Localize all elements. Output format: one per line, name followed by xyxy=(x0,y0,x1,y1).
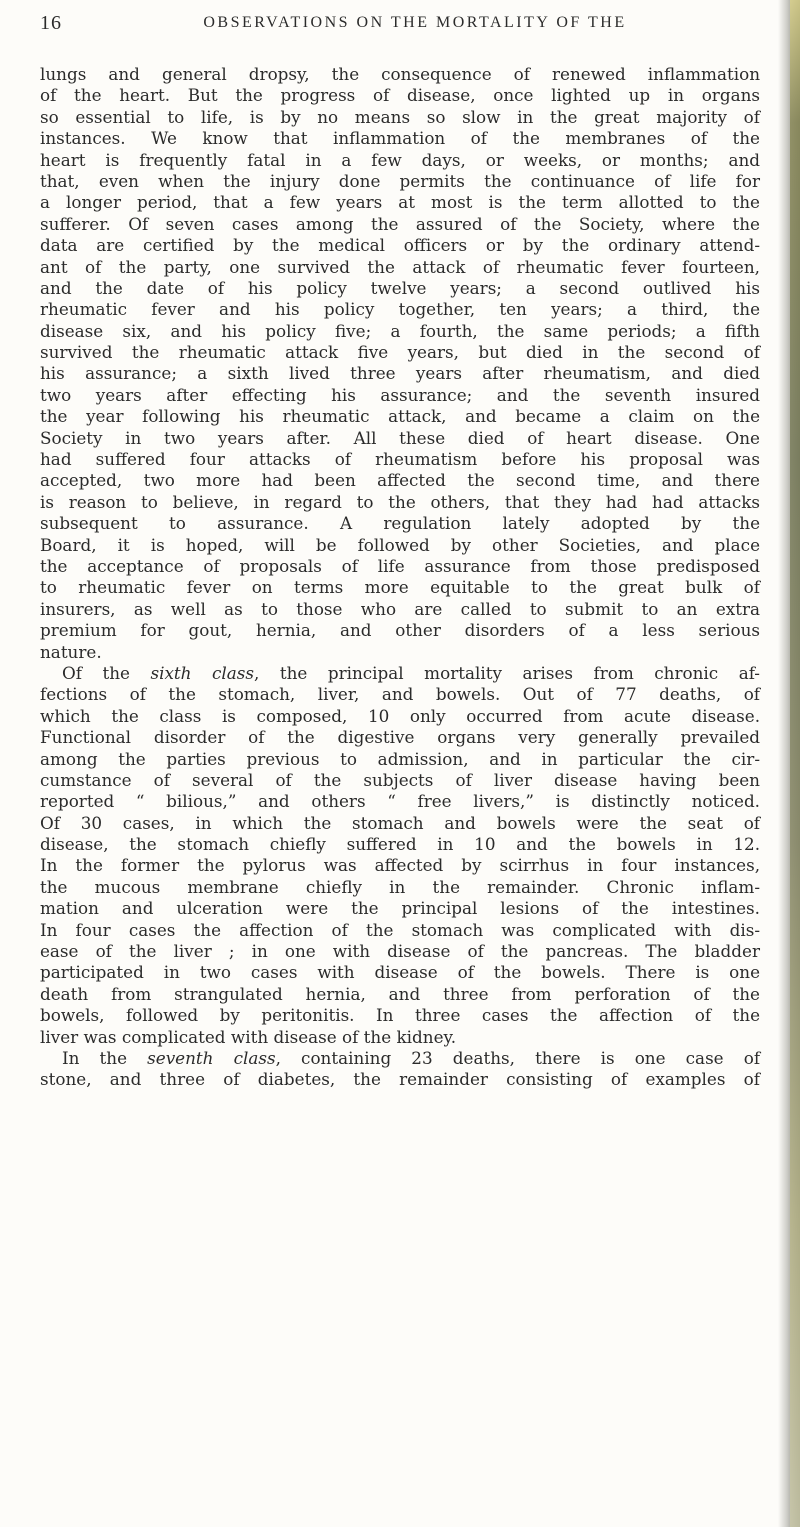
text-line: the mucous membrane chiefly in the remainder. Chronic inflam- xyxy=(40,876,760,897)
text-run: , the principal mortality arises from chronic af- xyxy=(254,662,760,683)
page-header xyxy=(40,12,760,38)
text-line: lungs and general dropsy, the consequence of renewed inflammation xyxy=(40,64,761,84)
text-run: In the xyxy=(62,1047,148,1068)
text-line: rheumatic fever and his policy together, ten years; a third, the xyxy=(40,299,761,320)
text-line: death from strangulated hernia, and three from perforation of the xyxy=(40,983,760,1004)
text-line: In the former the pylorus was affected by scirrhus in four instances, xyxy=(40,855,761,876)
text-line: which the class is composed, 10 only occurred from acute disease. xyxy=(40,705,761,726)
text-line: the year following his rheumatic attack, and became a claim on the xyxy=(40,406,760,427)
text-line: disease six, and his policy five; a fourth, the same periods; a fifth xyxy=(40,320,760,341)
text-line: Of 30 cases, in which the stomach and bowels were the seat of xyxy=(40,812,761,833)
text-line: his assurance; a sixth lived three years after rheumatism, and died xyxy=(40,363,760,384)
text-line: fections of the stomach, liver, and bowels. Out of 77 deaths, of xyxy=(40,684,761,705)
text-run: , containing 23 deaths, there is one case of xyxy=(275,1047,761,1068)
text-line: stone, and three of diabetes, the remainder consisting of examples of xyxy=(40,1069,760,1090)
text-line: data are certified by the medical officers or by the ordinary attend- xyxy=(40,235,760,256)
body-text xyxy=(40,64,760,1091)
page-number: 16 xyxy=(40,12,62,34)
text-line: subsequent to assurance. A regulation lately adopted by the xyxy=(40,513,761,534)
text-line: a longer period, that a few years at most is the term allotted to the xyxy=(40,192,760,213)
text-line: among the parties previous to admission, and in particular the cir- xyxy=(40,748,760,769)
text-line: reported “ bilious,” and others “ free livers,” is distinctly noticed. xyxy=(40,791,761,812)
text-line: ant of the party, one survived the attack of rheumatic fever fourteen, xyxy=(40,256,760,277)
paragraph-3 xyxy=(40,1048,760,1091)
text-line: premium for gout, hernia, and other disorders of a less serious xyxy=(40,620,760,641)
text-line-first xyxy=(40,663,760,684)
text-line: Board, it is hoped, will be followed by other Societies, and place xyxy=(40,534,760,555)
text-line: to rheumatic fever on terms more equitable to the great bulk of xyxy=(40,577,760,598)
class-name-italic: seventh class xyxy=(147,1047,276,1068)
running-head: OBSERVATIONS ON THE MORTALITY OF THE xyxy=(203,14,627,31)
text-line: and the date of his policy twelve years; a second outlived his xyxy=(40,277,760,298)
text-line: liver was complicated with disease of the kidney. xyxy=(40,1026,457,1047)
text-line: Functional disorder of the digestive organs very generally prevailed xyxy=(40,727,761,748)
text-line: survived the rheumatic attack five years, but died in the second of xyxy=(40,342,760,363)
text-line: disease, the stomach chiefly suffered in 10 and the bowels in 12. xyxy=(40,834,761,855)
text-line: Society in two years after. All these died of heart disease. One xyxy=(40,427,760,448)
text-line: nature. xyxy=(40,641,102,662)
text-line-first xyxy=(40,1048,760,1069)
text-line: had suffered four attacks of rheumatism before his proposal was xyxy=(40,449,761,470)
text-line: instances. We know that inflammation of the membranes of the xyxy=(40,128,760,149)
text-line: ease of the liver ; in one with disease of the pancreas. The bladder xyxy=(40,941,760,962)
text-line: In four cases the affection of the stomach was complicated with dis- xyxy=(40,919,761,940)
text-line: heart is frequently fatal in a few days, or weeks, or months; and xyxy=(40,149,761,170)
text-run: Of the xyxy=(62,662,151,683)
page-edge-stain xyxy=(790,0,800,1527)
text-line: two years after effecting his assurance; and the seventh insured xyxy=(40,384,761,405)
text-line: mation and ulceration were the principal lesions of the intestines. xyxy=(40,898,760,919)
class-name-italic: sixth class xyxy=(150,662,254,683)
text-line: insurers, as well as to those who are called to submit to an extra xyxy=(40,598,760,619)
text-line: so essential to life, is by no means so slow in the great majority of xyxy=(40,106,760,127)
paragraph-2 xyxy=(40,663,760,1048)
text-line: of the heart. But the progress of disease, once lighted up in organs xyxy=(40,85,760,106)
text-line: participated in two cases with disease of the bowels. There is one xyxy=(40,962,761,983)
text-line: the acceptance of proposals of life assurance from those predisposed xyxy=(40,555,760,576)
text-line: bowels, followed by peritonitis. In three cases the affection of the xyxy=(40,1005,761,1026)
paragraph-1 xyxy=(40,64,760,663)
text-line: is reason to believe, in regard to the others, that they had had attacks xyxy=(40,491,761,512)
text-line: sufferer. Of seven cases among the assured of the Society, where the xyxy=(40,213,760,234)
text-line: accepted, two more had been affected the second time, and there xyxy=(40,470,760,491)
text-line: cumstance of several of the subjects of liver disease having been xyxy=(40,769,760,790)
text-line: that, even when the injury done permits the continuance of life for xyxy=(40,170,760,191)
